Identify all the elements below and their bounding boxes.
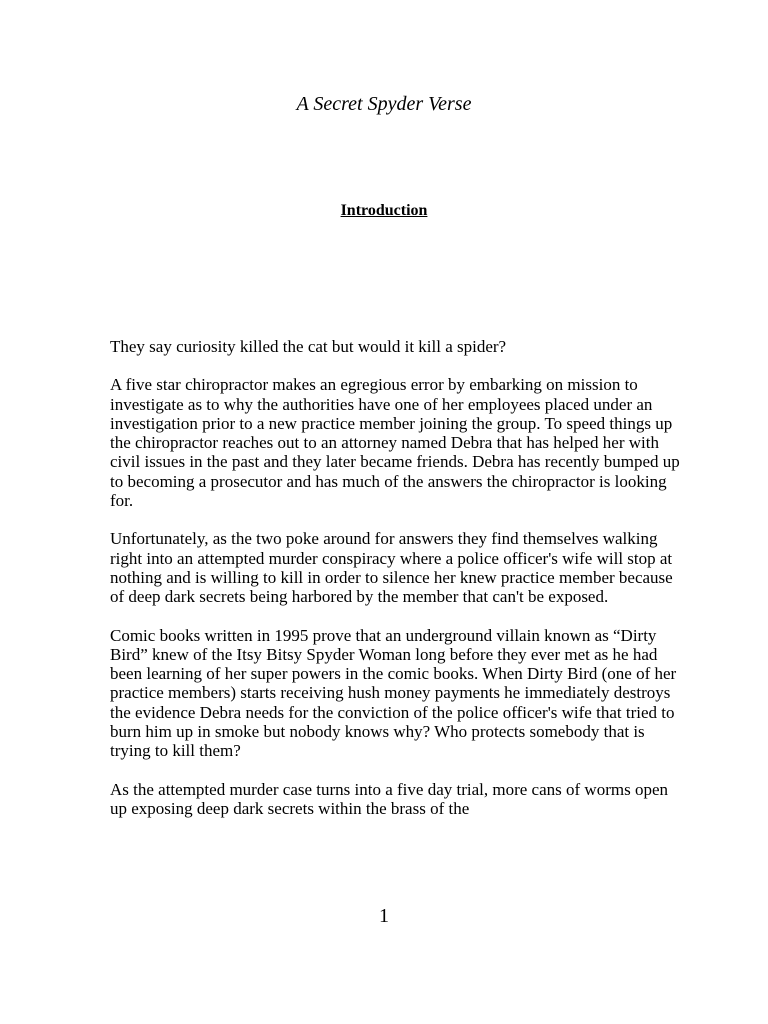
paragraph: They say curiosity killed the cat but would it kill a spider?: [110, 337, 507, 356]
paragraph: A five star chiropractor makes an egregious error by embarking on mission to investigate as to why the authorities have one of her employees placed under an investigation prior to a new practice member joining the group. To speed things up the chiropractor reaches out to an attorney named Debra that has helped her with civil issues in the past and they later became friends. Debra has recently bumped up to becoming a prosecutor and has much of the answers the chiropractor is looking for.: [110, 375, 680, 511]
paragraph: Comic books written in 1995 prove that an underground villain known as “Dirty Bird” knew of the Itsy Bitsy Spyder Woman long before they ever met as he had been learning of her super powers in the comic books. When Dirty Bird (one of her practice members) starts receiving hush money payments he immediately destroys the evidence Debra needs for the conviction of the police officer's wife that tried to burn him up in smoke but nobody knows why? Who protects somebody that is trying to kill them?: [110, 625, 677, 761]
paragraph: As the attempted murder case turns into a five day trial, more cans of worms open up exposing deep dark secrets within the brass of the: [110, 779, 668, 818]
document-title: A Secret Spyder Verse: [296, 93, 472, 115]
paragraph: Unfortunately, as the two poke around for answers they find themselves walking right into an attempted murder conspiracy where a police officer's wife will stop at nothing and is willing to kill in order to silence her knew practice member because of deep dark secrets being harbored by the member that can't be exposed.: [110, 529, 673, 607]
section-heading: Introduction: [340, 202, 428, 219]
body-text: [110, 337, 680, 837]
page-number: 1: [379, 905, 389, 927]
